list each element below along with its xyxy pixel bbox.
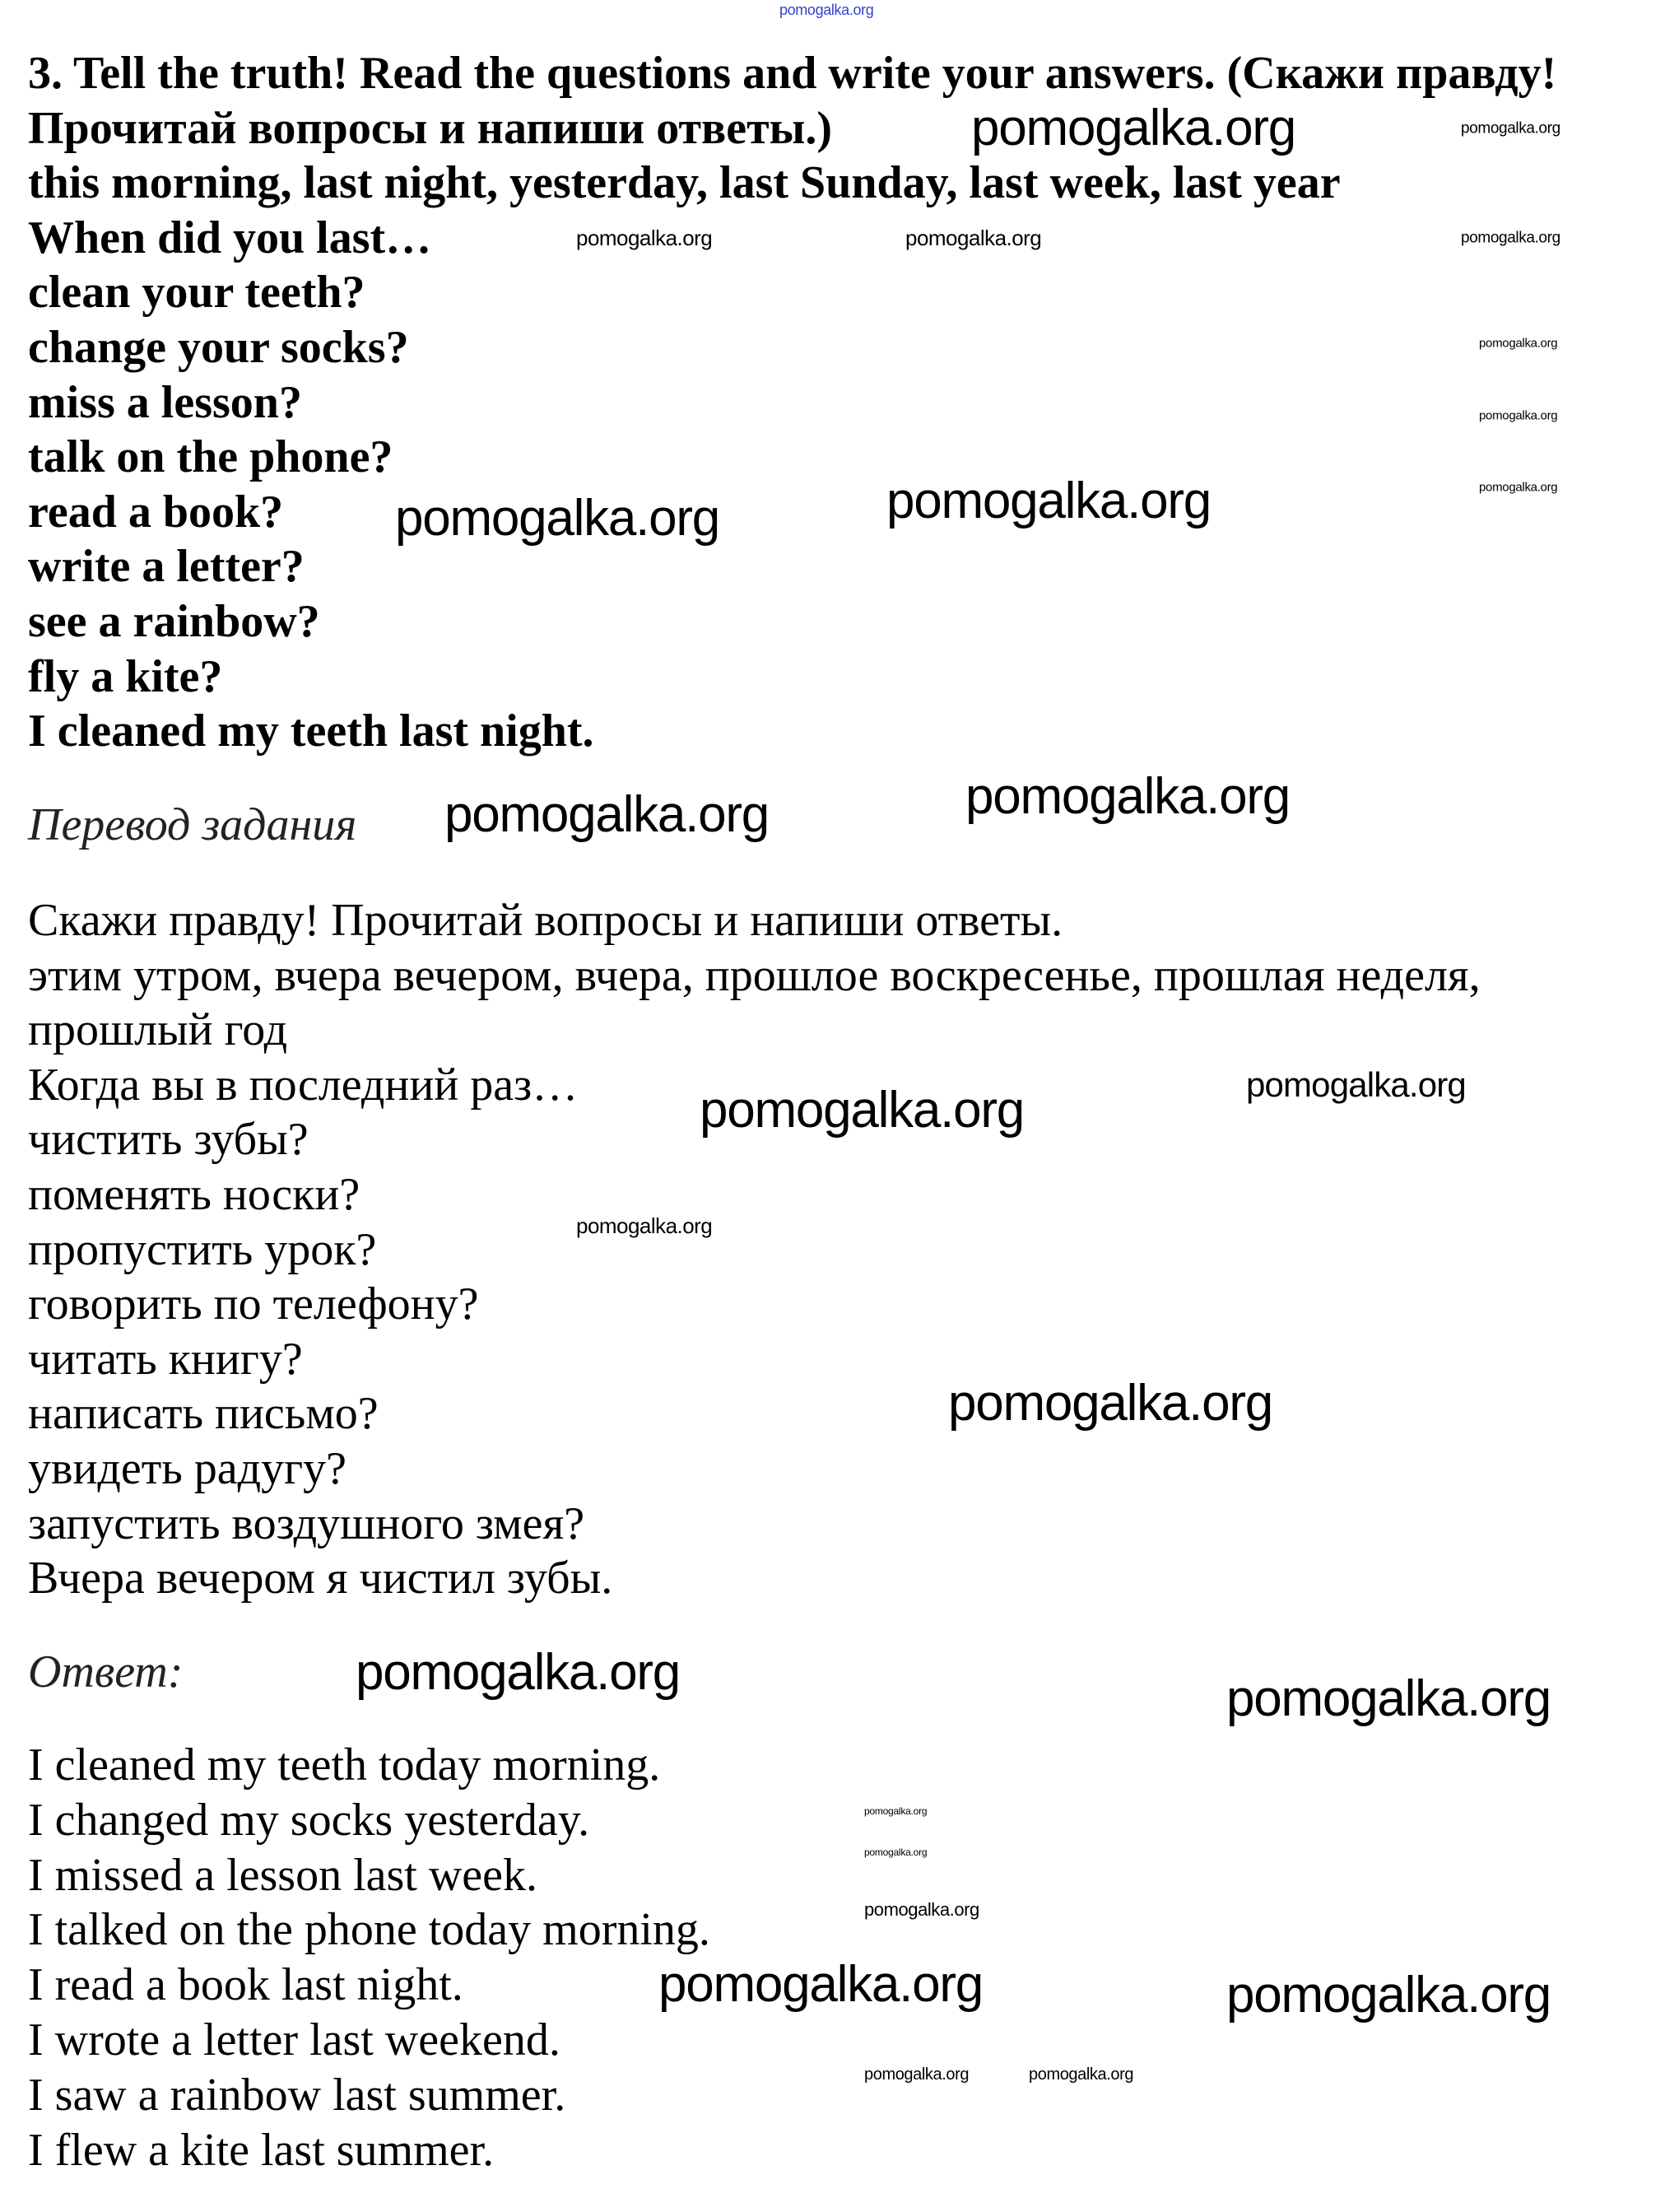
translation-line: пропустить урок? [28,1223,377,1275]
watermark: pomogalka.org [658,1956,984,2013]
watermark: pomogalka.org [1246,1065,1466,1104]
translation-line: Вчера вечером я чистил зубы. [28,1553,613,1604]
answer-line: I flew a kite last summer. [28,2124,495,2176]
task-line: clean your teeth? [28,267,365,319]
task-line: When did you last… [28,212,432,263]
watermark: pomogalka.org [1226,1967,1551,2023]
translation-line: читать книгу? [28,1333,303,1385]
translation-line: увидеть радугу? [28,1443,346,1494]
translation-line: поменять носки? [28,1169,360,1220]
watermark: pomogalka.org [864,1846,928,1858]
watermark: pomogalka.org [1479,408,1558,423]
answer-heading: Ответ: [28,1646,184,1697]
watermark: pomogalka.org [1226,1670,1551,1727]
translation-line: чистить зубы? [28,1114,309,1166]
watermark: pomogalka.org [864,1899,979,1920]
task-line: change your socks? [28,322,409,373]
watermark: pomogalka.org [395,490,720,547]
watermark: pomogalka.org [886,473,1212,529]
watermark: pomogalka.org [444,786,770,843]
watermark: pomogalka.org [356,1644,681,1701]
answer-line: I cleaned my teeth today morning. [28,1739,661,1791]
watermark: pomogalka.org [576,1213,713,1238]
watermark: pomogalka.org [1479,336,1558,351]
answer-line: I wrote a letter last weekend. [28,2014,560,2065]
answer-line: I missed a lesson last week. [28,1849,537,1901]
watermark: pomogalka.org [1461,229,1560,247]
translation-line: Скажи правду! Прочитай вопросы и напиши ответы. [28,895,1063,946]
task-line: this morning, last night, yesterday, last Sunday, last week, last year [28,157,1341,209]
task-line: fly a kite? [28,650,223,702]
translation-line: этим утром, вчера вечером, вчера, прошлое воскресенье, прошлая неделя, [28,949,1481,1001]
watermark: pomogalka.org [965,768,1291,825]
answer-line: I changed my socks yesterday. [28,1794,590,1846]
task-line: 3. Tell the truth! Read the questions and write your answers. (Скажи правду! [28,48,1557,99]
task-line: I cleaned my teeth last night. [28,706,594,757]
watermark: pomogalka.org [948,1375,1273,1432]
translation-line: написать письмо? [28,1388,379,1440]
watermark: pomogalka.org [779,2,874,18]
task-line: talk on the phone? [28,431,393,483]
task-line: read a book? [28,486,284,538]
watermark: pomogalka.org [905,226,1042,250]
watermark: pomogalka.org [864,2065,970,2084]
watermark: pomogalka.org [864,1805,928,1817]
task-line: write a letter? [28,541,305,593]
translation-line: запустить воздушного змея? [28,1497,585,1549]
translation-heading: Перевод задания [28,799,357,850]
answer-line: I saw a rainbow last summer. [28,2069,566,2121]
watermark: pomogalka.org [700,1082,1025,1139]
answer-line: I read a book last night. [28,1959,463,2011]
watermark: pomogalka.org [1479,480,1558,495]
translation-line: говорить по телефону? [28,1278,479,1330]
translation-line: прошлый год [28,1004,288,1056]
task-line: see a rainbow? [28,596,320,647]
watermark: pomogalka.org [1029,2065,1134,2084]
watermark: pomogalka.org [971,100,1296,156]
watermark: pomogalka.org [1461,119,1560,137]
task-line: miss a lesson? [28,376,302,428]
task-line: Прочитай вопросы и напиши ответы.) [28,102,833,154]
answer-line: I talked on the phone today morning. [28,1904,710,1956]
watermark: pomogalka.org [576,226,713,250]
translation-line: Когда вы в последний раз… [28,1059,579,1111]
